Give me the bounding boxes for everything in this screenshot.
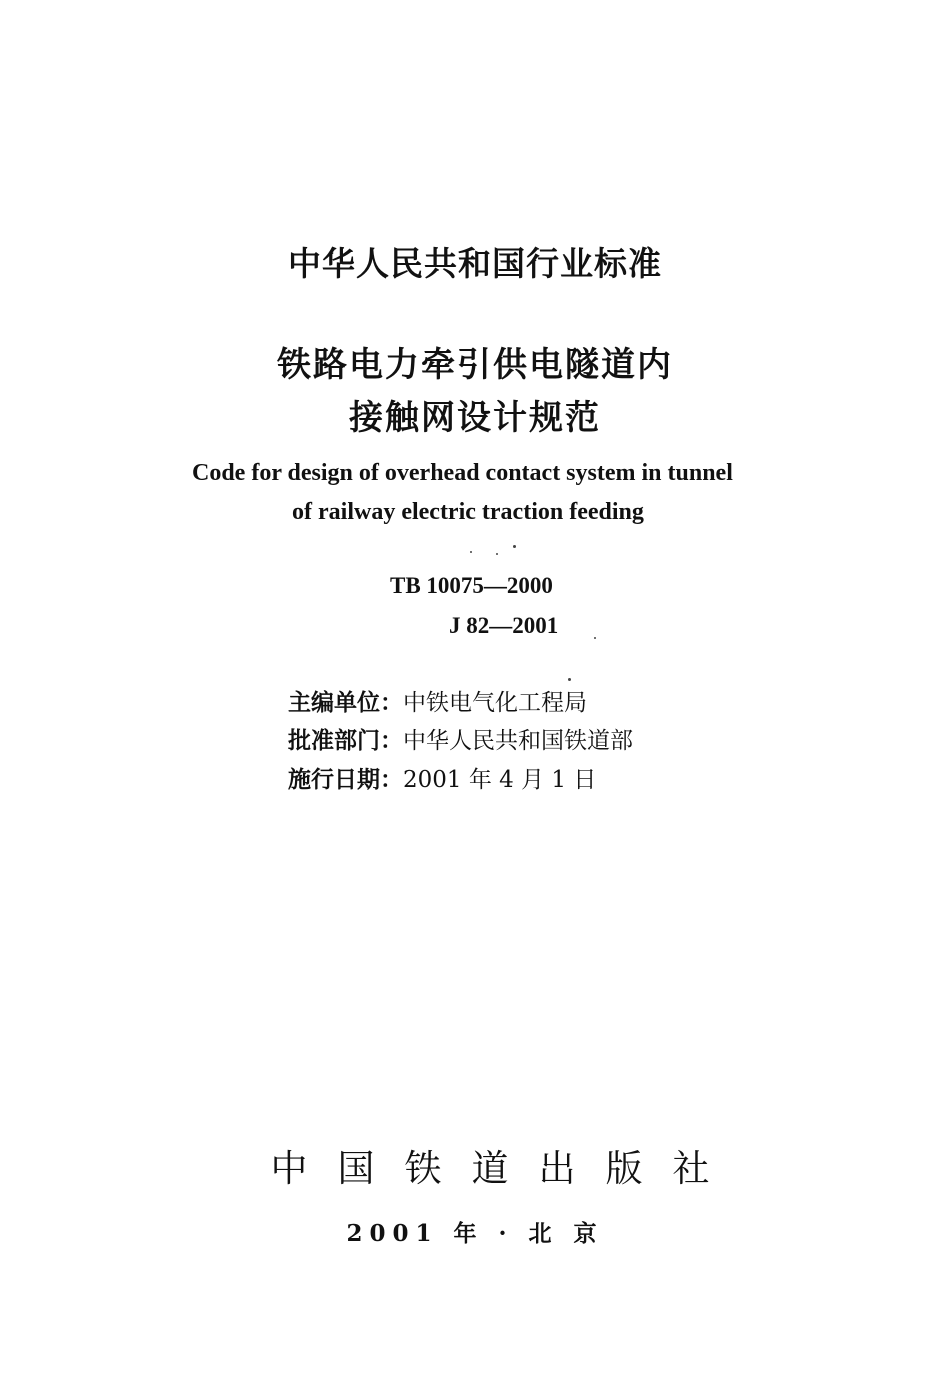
editor-unit-value: 中铁电气化工程局 bbox=[403, 690, 587, 716]
scan-speck bbox=[568, 678, 571, 681]
scan-speck bbox=[513, 545, 516, 548]
document-title-en-line1: Code for design of overhead contact system in tunnel bbox=[192, 460, 733, 486]
document-title-cn-line1: 铁路电力牵引供电隧道内 bbox=[277, 345, 673, 385]
scan-speck bbox=[594, 637, 596, 639]
editor-unit-row bbox=[288, 684, 587, 717]
effective-date-value: 2001 年 4 月 1 日 bbox=[403, 767, 597, 793]
approver-value: 中华人民共和国铁道部 bbox=[403, 728, 633, 754]
scan-speck bbox=[470, 551, 472, 553]
publisher-name: 中国铁道出版社 bbox=[270, 1147, 740, 1190]
effective-date-label: 施行日期： bbox=[288, 766, 403, 793]
scan-speck bbox=[496, 553, 498, 555]
approver-label: 批准部门： bbox=[288, 727, 403, 754]
approver-row bbox=[288, 722, 633, 755]
document-title-cn-line2: 接触网设计规范 bbox=[349, 398, 601, 438]
series-title: 中华人民共和国行业标准 bbox=[288, 244, 662, 283]
standard-code-tb: TB 10075—2000 bbox=[390, 573, 553, 598]
document-title-en-line2: of railway electric traction feeding bbox=[292, 499, 644, 525]
publish-date-place: 2001 年 · 北 京 bbox=[346, 1220, 604, 1247]
standard-code-j: J 82—2001 bbox=[449, 613, 559, 638]
editor-unit-label: 主编单位： bbox=[288, 689, 403, 716]
effective-date-row bbox=[288, 761, 596, 794]
